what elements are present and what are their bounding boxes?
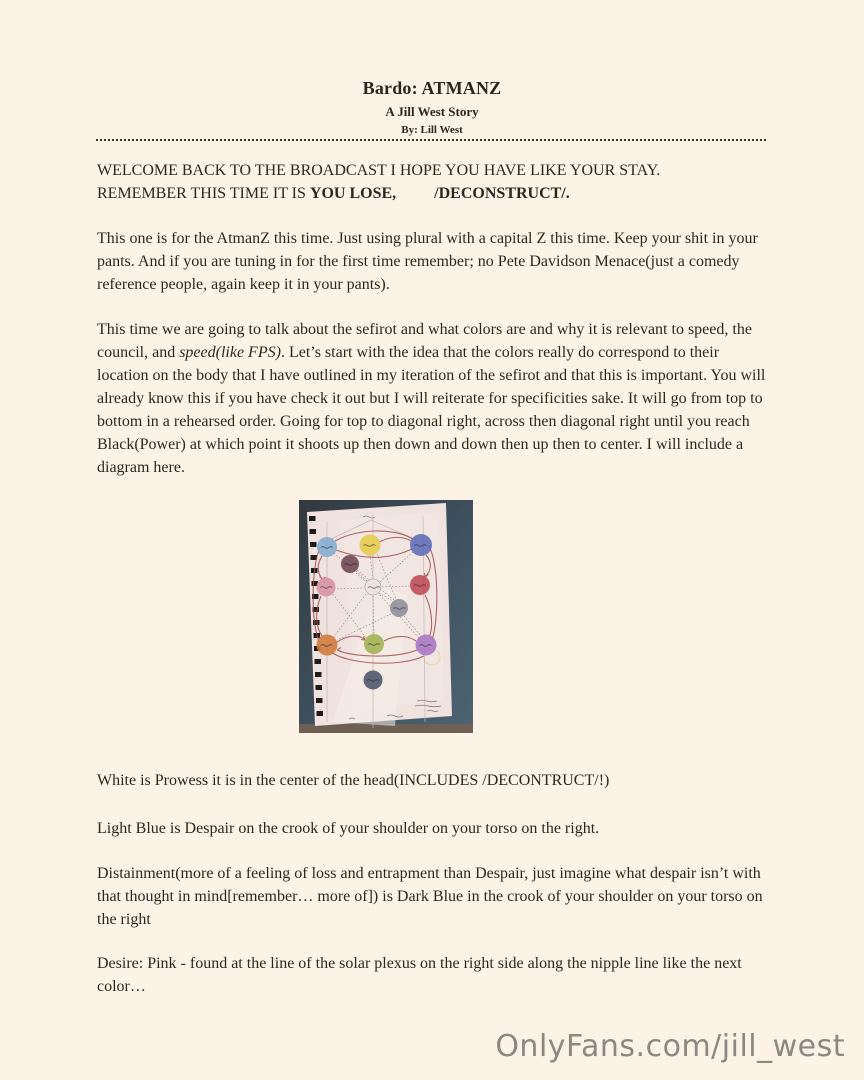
sefirot-node-black bbox=[364, 671, 383, 690]
document-header bbox=[0, 78, 864, 136]
onlyfans-watermark: OnlyFans.com/jill_west bbox=[495, 1029, 845, 1064]
deconstruct-text: /DECONSTRUCT/. bbox=[434, 185, 570, 202]
paragraph-pink-desire: Desire: Pink - found at the line of the solar plexus on the right side along the nipple line like the next color… bbox=[97, 955, 742, 995]
sefirot-diagram-photo bbox=[299, 500, 473, 733]
you-lose-text: YOU LOSE, bbox=[309, 185, 397, 202]
sefirot-node-red bbox=[410, 575, 430, 595]
page-subtitle: A Jill West Story bbox=[385, 104, 479, 119]
page-title: Bardo: ATMANZ bbox=[362, 78, 502, 98]
paragraph-atmanz: This one is for the AtmanZ this time. Just using plural with a capital Z this time. Keep your shit in your pants. And if you are tuning in for the first time remember; no Pete Davidson Menace(just a comedy reference people, again keep it in your pants). bbox=[97, 230, 758, 293]
sefirot-node-pink bbox=[317, 578, 336, 597]
sefirot-node-light-blue bbox=[317, 537, 337, 557]
sefirot-node-green bbox=[364, 634, 384, 654]
paragraph-sefirot-pre: This time we are going to talk about the sefirot and what colors are and why it is relevant to speed, the council, and bbox=[97, 321, 752, 361]
byline: By: Lill West bbox=[401, 124, 463, 136]
speed-fps-italic: speed(like FPS) bbox=[179, 344, 281, 361]
intro-line-2 bbox=[97, 182, 772, 205]
paragraph-darkblue-distainment: Distainment(more of a feeling of loss and entrapment than Despair, just imagine what despair isn’t with that thought in mind[remember… more of]) is Dark Blue in the crook of your shoulder on your torso on the right bbox=[97, 865, 763, 928]
intro-paragraph bbox=[97, 159, 772, 205]
paragraph-white-prowess: White is Prowess it is in the center of the head(INCLUDES /DECONTRUCT/!) bbox=[97, 772, 610, 789]
sefirot-node-purple bbox=[416, 635, 437, 656]
intro-line-1: WELCOME BACK TO THE BROADCAST I HOPE YOU HAVE LIKE YOUR STAY. bbox=[97, 162, 661, 179]
paragraph-sefirot-post: . Let’s start with the idea that the colors really do correspond to their location on the body that I have outlined in my iteration of the sefirot and that this is important. You will already know this if you have check it out but I will reiterate for specificities sake. It will go from top to bottom in a rehearsed order. Going for top to diagonal right, across then diagonal right until you reach Black(Power) at which point it shoots up then down and down then up then to center. I will include a diagram here. bbox=[97, 344, 766, 476]
paragraph-lightblue-despair: Light Blue is Despair on the crook of your shoulder on your torso on the right. bbox=[97, 820, 600, 837]
paragraph-sefirot-intro bbox=[97, 318, 772, 479]
dashed-divider bbox=[96, 139, 768, 141]
sefirot-node-orange bbox=[317, 635, 338, 656]
sefirot-node-dark-blue bbox=[410, 534, 432, 556]
sefirot-node-yellow bbox=[360, 535, 381, 556]
intro-line-2-prefix: REMEMBER THIS TIME IT IS bbox=[97, 185, 310, 202]
